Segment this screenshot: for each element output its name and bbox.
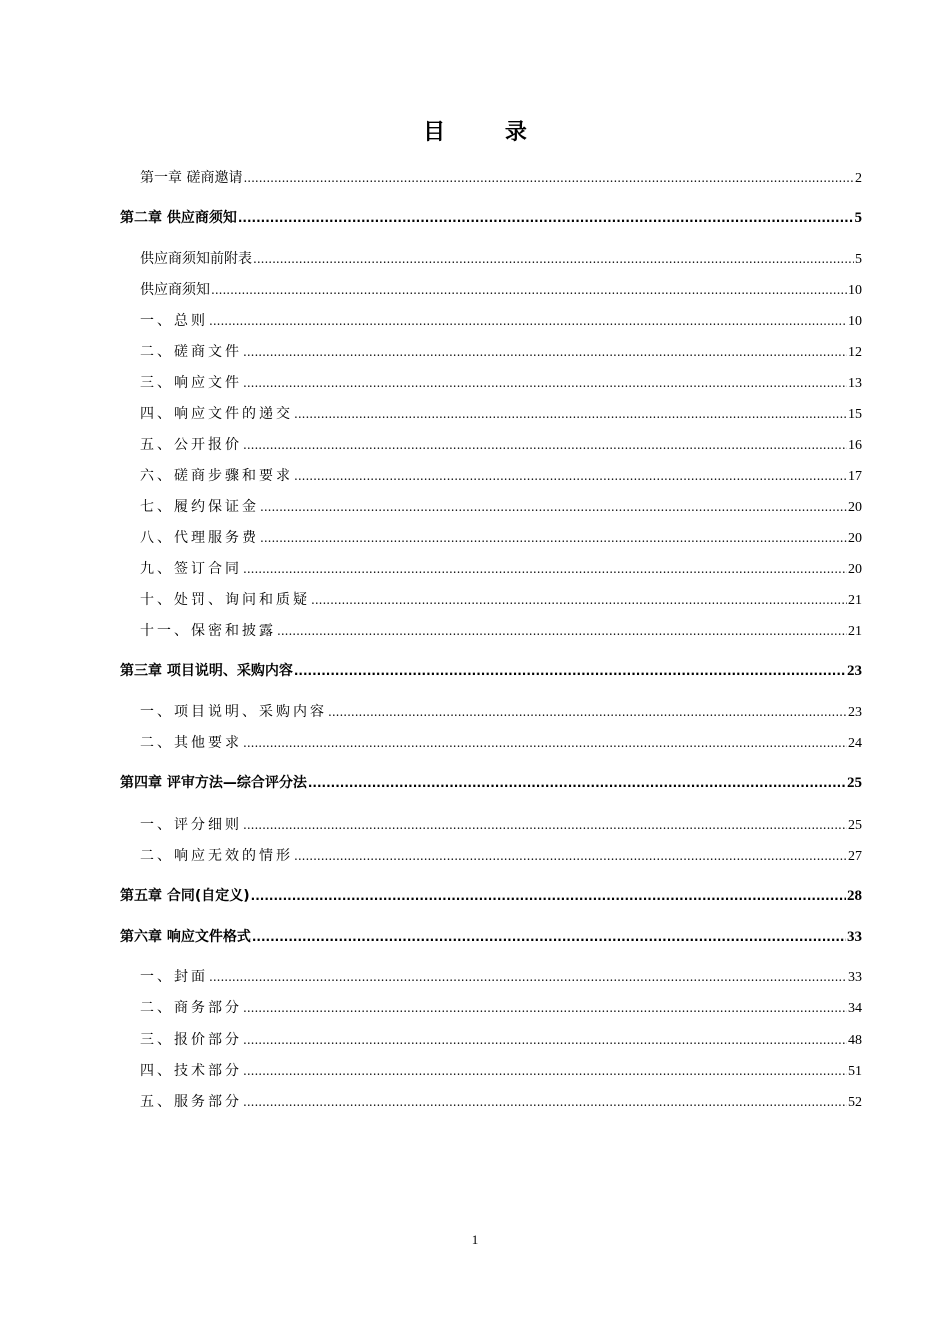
toc-entry-label: 二、其他要求 xyxy=(140,735,242,751)
toc-entry-page: 21 xyxy=(848,624,862,639)
toc-entry-label: 四、技术部分 xyxy=(140,1063,242,1079)
toc-entry-page: 25 xyxy=(847,775,862,791)
toc-entry-page: 27 xyxy=(848,849,862,864)
toc-entry-label: 一、封面 xyxy=(140,969,208,985)
toc-leader-dots xyxy=(243,435,847,455)
toc-entry[interactable] xyxy=(140,497,862,518)
toc-leader-dots xyxy=(294,466,847,486)
toc-entry-label: 七、履约保证金 xyxy=(140,499,259,515)
toc-leader-dots xyxy=(243,1030,847,1050)
toc-entry-label: 三、报价部分 xyxy=(140,1032,242,1048)
toc-leader-dots xyxy=(308,773,846,793)
toc-leader-dots xyxy=(328,702,847,722)
toc-entry[interactable] xyxy=(140,733,862,754)
toc-entry-label: 第四章 评审方法—综合评分法 xyxy=(120,775,307,791)
toc-entry-label: 四、响应文件的递交 xyxy=(140,406,293,422)
toc-leader-dots xyxy=(260,497,847,517)
toc-entry-label: 九、签订合同 xyxy=(140,561,242,577)
toc-entry-page: 25 xyxy=(848,818,862,833)
toc-entry-page: 24 xyxy=(848,736,862,751)
toc-entry-label: 二、磋商文件 xyxy=(140,344,242,360)
toc-entry-label: 三、响应文件 xyxy=(140,375,242,391)
toc-entry[interactable] xyxy=(140,404,862,425)
toc-entry-label: 十一、保密和披露 xyxy=(140,623,276,639)
toc-entry[interactable] xyxy=(140,967,862,988)
toc-leader-dots xyxy=(209,967,847,987)
toc-leader-dots xyxy=(211,280,847,300)
toc-leader-dots xyxy=(243,733,847,753)
toc-entry-label: 五、公开报价 xyxy=(140,437,242,453)
toc-chapter-entry[interactable] xyxy=(120,886,862,906)
toc-entry-page: 20 xyxy=(848,500,862,515)
toc-chapter-entry[interactable] xyxy=(120,773,862,793)
toc-entry-page: 48 xyxy=(848,1033,862,1048)
toc-entry-page: 23 xyxy=(847,663,862,679)
toc-chapter-entry[interactable] xyxy=(120,927,862,947)
toc-title: 目 录 xyxy=(423,119,553,145)
toc-leader-dots xyxy=(294,846,847,866)
toc-entry[interactable] xyxy=(140,1030,862,1051)
toc-entry-label: 五、服务部分 xyxy=(140,1094,242,1110)
toc-entry-page: 17 xyxy=(848,469,862,484)
toc-leader-dots xyxy=(311,590,847,610)
toc-entry-page: 20 xyxy=(848,562,862,577)
toc-entry-label: 一、项目说明、采购内容 xyxy=(140,704,327,720)
toc-leader-dots xyxy=(251,886,846,906)
toc-entry[interactable] xyxy=(140,528,862,549)
toc-entry-page: 5 xyxy=(854,210,862,226)
toc-entry-page: 51 xyxy=(848,1064,862,1079)
toc-leader-dots xyxy=(243,815,847,835)
toc-entry[interactable] xyxy=(140,815,862,836)
toc-leader-dots xyxy=(294,404,847,424)
toc-entry[interactable] xyxy=(140,1061,862,1082)
toc-chapter-entry[interactable] xyxy=(120,208,862,228)
toc-entry-page: 13 xyxy=(848,376,862,391)
toc-leader-dots xyxy=(277,621,847,641)
toc-leader-dots xyxy=(238,208,854,228)
toc-entry-label: 供应商须知前附表 xyxy=(140,251,252,267)
toc-entry-label: 二、响应无效的情形 xyxy=(140,848,293,864)
toc-leader-dots xyxy=(209,311,847,331)
toc-entry-label: 第六章 响应文件格式 xyxy=(120,929,251,945)
toc-entry-label: 六、磋商步骤和要求 xyxy=(140,468,293,484)
toc-leader-dots xyxy=(243,559,847,579)
toc-leader-dots xyxy=(243,168,854,188)
toc-leader-dots xyxy=(294,661,846,681)
toc-entry-label: 第三章 项目说明、采购内容 xyxy=(120,663,293,679)
toc-entry-label: 第五章 合同(自定义) xyxy=(120,888,250,904)
toc-entry-page: 5 xyxy=(855,252,862,267)
toc-entry-page: 33 xyxy=(848,970,862,985)
toc-entry-page: 16 xyxy=(848,438,862,453)
toc-entry-page: 20 xyxy=(848,531,862,546)
toc-entry[interactable] xyxy=(140,621,862,642)
toc-entry[interactable] xyxy=(140,280,862,301)
toc-entry-page: 10 xyxy=(848,314,862,329)
toc-entry-page: 23 xyxy=(848,705,862,720)
page-number: 1 xyxy=(471,1232,479,1247)
toc-entry[interactable] xyxy=(140,590,862,611)
toc-entry-page: 10 xyxy=(848,283,862,298)
toc-leader-dots xyxy=(243,1092,847,1112)
toc-chapter-entry[interactable] xyxy=(120,661,862,681)
toc-entry[interactable] xyxy=(140,466,862,487)
toc-entry[interactable] xyxy=(140,559,862,580)
toc-leader-dots xyxy=(252,927,846,947)
toc-entry-page: 33 xyxy=(847,929,862,945)
toc-entry[interactable] xyxy=(140,168,862,189)
toc-entry-page: 2 xyxy=(855,171,862,186)
toc-entry-label: 一、评分细则 xyxy=(140,817,242,833)
toc-entry[interactable] xyxy=(140,435,862,456)
toc-entry[interactable] xyxy=(140,249,862,270)
toc-entry-page: 21 xyxy=(848,593,862,608)
toc-entry[interactable] xyxy=(140,373,862,394)
toc-entry-label: 十、处罚、询问和质疑 xyxy=(140,592,310,608)
toc-entry[interactable] xyxy=(140,342,862,363)
toc-entry-page: 28 xyxy=(847,888,862,904)
toc-leader-dots xyxy=(243,373,847,393)
toc-entry[interactable] xyxy=(140,846,862,867)
toc-leader-dots xyxy=(253,249,854,269)
toc-entry-label: 第二章 供应商须知 xyxy=(120,210,237,226)
toc-leader-dots xyxy=(243,998,847,1018)
toc-entry[interactable] xyxy=(140,702,862,723)
toc-entry-label: 供应商须知 xyxy=(140,282,210,298)
toc-entry-label: 一、总则 xyxy=(140,313,208,329)
toc-leader-dots xyxy=(243,342,847,362)
toc-entry-page: 12 xyxy=(848,345,862,360)
toc-leader-dots xyxy=(260,528,847,548)
toc-entry[interactable] xyxy=(140,311,862,332)
toc-leader-dots xyxy=(243,1061,847,1081)
toc-entry-page: 15 xyxy=(848,407,862,422)
toc-entry-label: 八、代理服务费 xyxy=(140,530,259,546)
toc-entry-page: 52 xyxy=(848,1095,862,1110)
toc-entry-label: 二、商务部分 xyxy=(140,1000,242,1016)
toc-entry-label: 第一章 磋商邀请 xyxy=(140,170,243,186)
toc-entry[interactable] xyxy=(140,998,862,1019)
toc-entry[interactable] xyxy=(140,1092,862,1113)
toc-entry-page: 34 xyxy=(848,1001,862,1016)
